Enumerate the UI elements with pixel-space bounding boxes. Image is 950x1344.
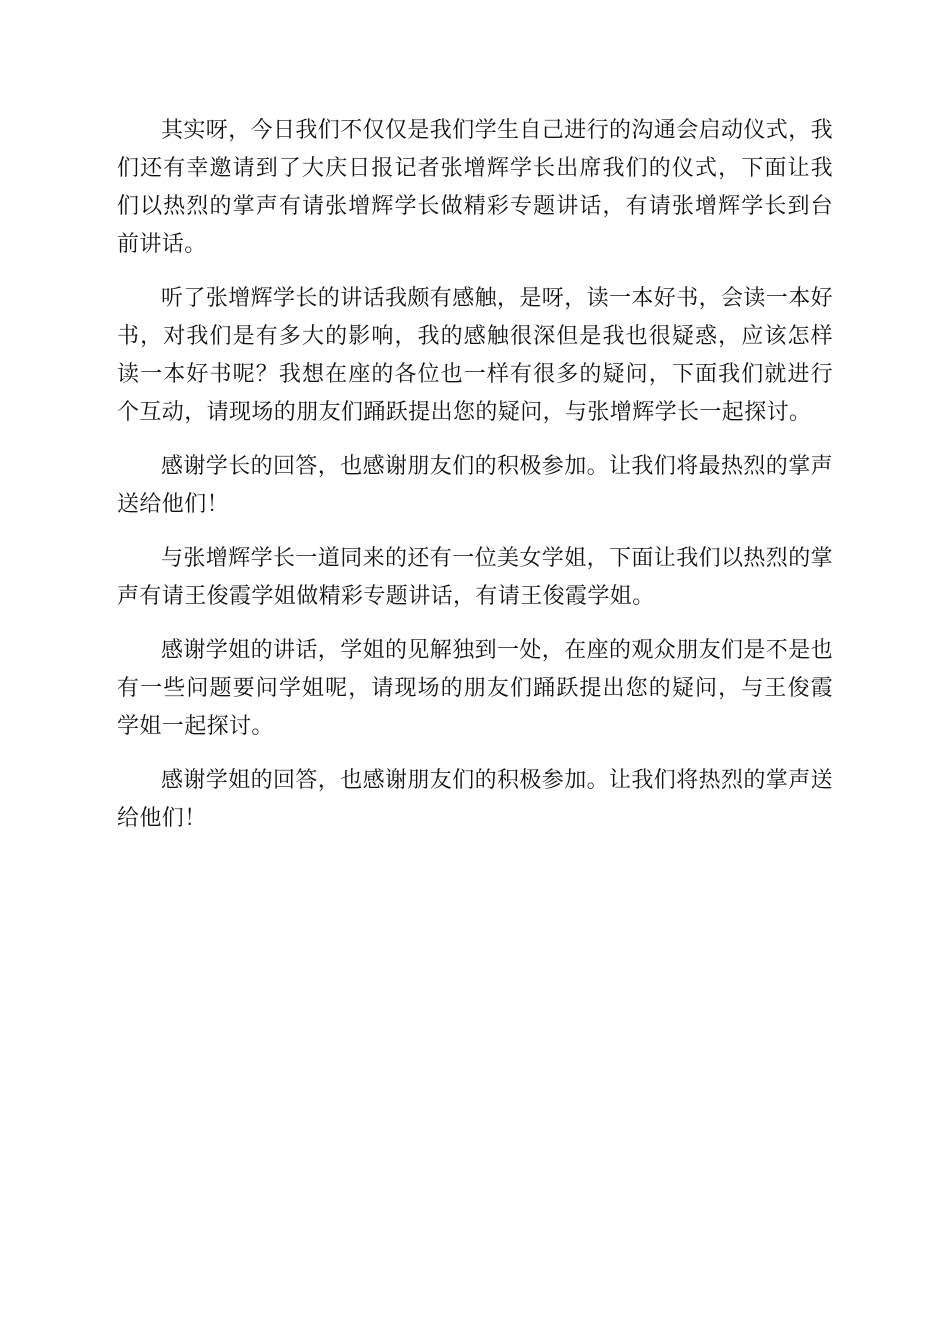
paragraph: 感谢学姐的回答，也感谢朋友们的积极参加。让我们将热烈的掌声送给他们！	[117, 768, 834, 831]
document-body	[117, 112, 833, 854]
paragraph: 其实呀，今日我们不仅仅是我们学生自己进行的沟通会启动仪式，我们还有幸邀请到了大庆日报记者张增辉学长出席我们的仪式，下面让我们以热烈的掌声有请张增辉学长做精彩专题讲话，有请张增辉学长到台前讲话。	[117, 118, 834, 257]
paragraph: 与张增辉学长一道同来的还有一位美女学姐，下面让我们以热烈的掌声有请王俊霞学姐做精彩专题讲话，有请王俊霞学姐。	[117, 546, 834, 609]
paragraph: 听了张增辉学长的讲话我颇有感触，是呀，读一本好书，会读一本好书，对我们是有多大的影响，我的感触很深但是我也很疑惑，应该怎样读一本好书呢？我想在座的各位也一样有很多的疑问，下面我们就进行个互动，请现场的朋友们踊跃提出您的疑问，与张增辉学长一起探讨。	[117, 286, 834, 425]
paragraph: 感谢学长的回答，也感谢朋友们的积极参加。让我们将最热烈的掌声送给他们！	[117, 454, 834, 517]
paragraph: 感谢学姐的讲话，学姐的见解独到一处，在座的观众朋友们是不是也有一些问题要问学姐呢，请现场的朋友们踊跃提出您的疑问，与王俊霞学姐一起探讨。	[117, 638, 834, 739]
